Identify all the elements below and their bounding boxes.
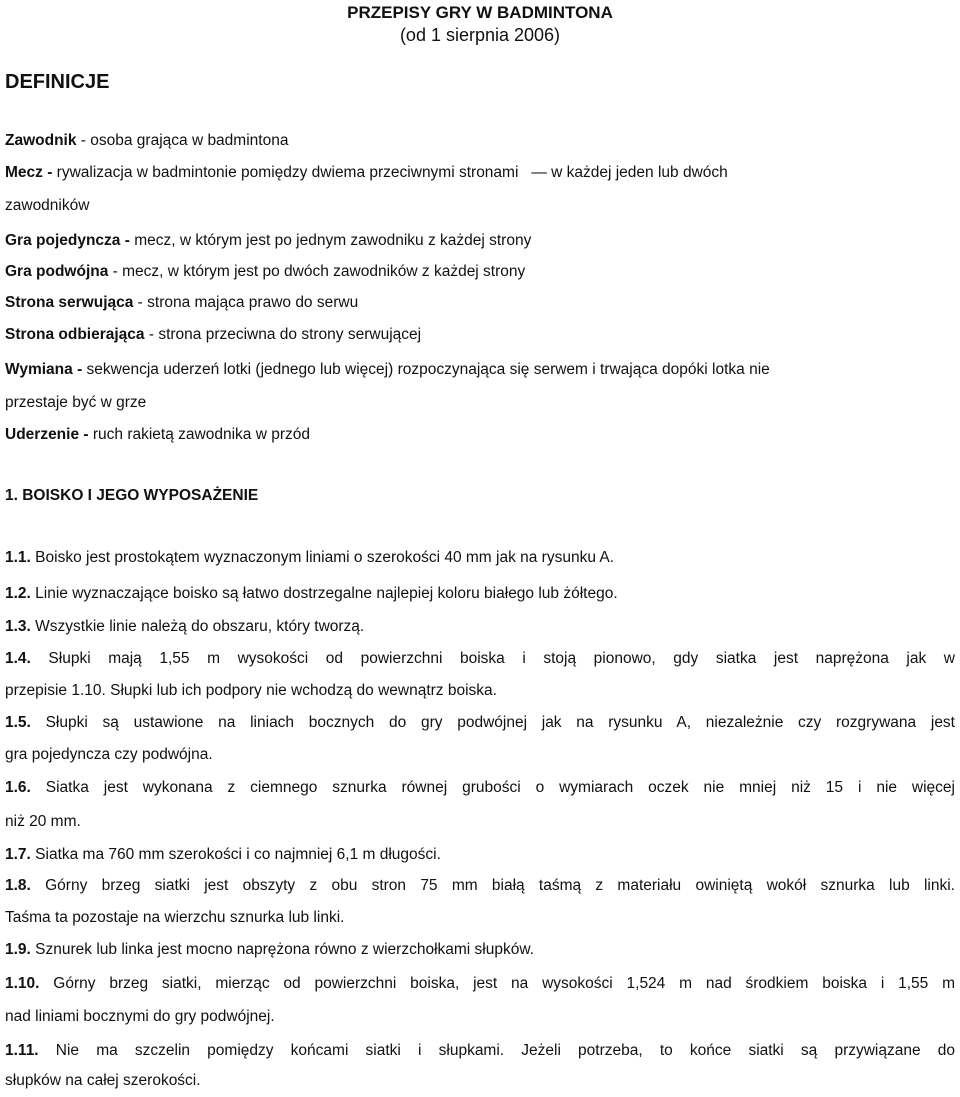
definition-line (5, 293, 955, 313)
definition-text: - mecz, w którym jest po dwóch zawodników z każdej strony (108, 263, 526, 280)
rule-text: Boisko jest prostokątem wyznaczonym liniami o szerokości 40 mm jak na rysunku A. (30, 549, 615, 566)
rule-line (5, 1071, 955, 1091)
definition-text: - strona mająca prawo do serwu (133, 294, 359, 311)
definition-term: Mecz - (5, 164, 53, 181)
rule-text: słupków na całej szerokości. (5, 1072, 201, 1089)
definition-text: mecz, w którym jest po jednym zawodniku z każdej strony (129, 232, 532, 249)
document-subtitle: (od 1 sierpnia 2006) (399, 25, 561, 45)
rule-number: 1.7. (5, 846, 31, 863)
rule-number: 1.6. (5, 779, 31, 796)
rule-line (5, 649, 955, 669)
definition-line (5, 131, 955, 151)
rule-line (5, 584, 955, 604)
rule-number: 1.9. (5, 941, 31, 958)
rule-line (5, 876, 955, 896)
rule-text: Słupki są ustawione na liniach bocznych do gry podwójnej jak na rysunku A, niezależnie czy rozgrywana jest (30, 714, 955, 731)
rule-line (5, 713, 955, 733)
rule-number: 1.8. (5, 877, 31, 894)
rule-line (5, 745, 955, 765)
rule-line (5, 1007, 955, 1027)
rule-line (5, 974, 955, 994)
rule-number: 1.1. (5, 549, 31, 566)
rule-text: Górny brzeg siatki, mierząc od powierzchni boiska, jest na wysokości 1,524 m nad środkiem boiska i 1,55 m (39, 975, 955, 992)
definition-term: Strona serwująca (5, 294, 134, 311)
definition-text: ruch rakietą zawodnika w przód (88, 426, 310, 443)
section-1-heading: 1. BOISKO I JEGO WYPOSAŻENIE (5, 487, 259, 504)
rule-text: Siatka jest wykonana z ciemnego sznurka równej grubości o wymiarach oczek nie mniej niż 15 i nie więcej (30, 779, 955, 796)
rule-line (5, 812, 955, 832)
document-title: PRZEPISY GRY W BADMINTONA (347, 3, 613, 22)
definition-term: Gra pojedyncza - (5, 232, 130, 249)
definition-line (5, 231, 955, 251)
rule-number: 1.4. (5, 650, 31, 667)
rule-line (5, 778, 955, 798)
rule-line (5, 908, 955, 928)
rule-text: Wszystkie linie należą do obszaru, który tworzą. (30, 618, 365, 635)
rule-number: 1.2. (5, 585, 31, 602)
rule-text: Sznurek lub linka jest mocno naprężona równo z wierzchołkami słupków. (30, 941, 534, 958)
rule-text: niż 20 mm. (5, 813, 81, 830)
definition-line (5, 425, 955, 445)
rule-line (5, 548, 955, 568)
rule-line (5, 845, 955, 865)
definition-line (5, 196, 955, 216)
rule-text: Taśma ta pozostaje na wierzchu sznurka lub linki. (5, 909, 345, 926)
rule-line (5, 1041, 955, 1061)
rule-line (5, 940, 955, 960)
definition-line (5, 262, 955, 282)
definition-line (5, 163, 955, 183)
rule-text: przepisie 1.10. Słupki lub ich podpory nie wchodzą do wewnątrz boiska. (5, 682, 497, 699)
definition-text: rywalizacja w badmintonie pomiędzy dwiema przeciwnymi stronami — w każdej jeden lub dwóch (52, 164, 728, 181)
rule-text: Górny brzeg siatki jest obszyty z obu stron 75 mm białą taśmą z materiału owiniętą wokół sznurka lub linki. (30, 877, 955, 894)
definition-term: Wymiana - (5, 361, 83, 378)
rule-number: 1.3. (5, 618, 31, 635)
rule-number: 1.11. (5, 1042, 39, 1059)
rule-text: Siatka ma 760 mm szerokości i co najmniej 6,1 m długości. (30, 846, 441, 863)
rule-text: gra pojedyncza czy podwójna. (5, 746, 213, 763)
rule-line (5, 681, 955, 701)
definition-term: Uderzenie - (5, 426, 89, 443)
rule-text: nad liniami bocznymi do gry podwójnej. (5, 1008, 275, 1025)
definitions-heading: DEFINICJE (5, 71, 110, 93)
definition-term: Zawodnik (5, 132, 77, 149)
definition-line (5, 360, 955, 380)
rule-text: Nie ma szczelin pomiędzy końcami siatki i słupkami. Jeżeli potrzeba, to końce siatki są przywiązane do (38, 1042, 955, 1059)
definition-text: zawodników (5, 197, 90, 214)
rule-number: 1.10. (5, 975, 40, 992)
definition-text: przestaje być w grze (5, 394, 147, 411)
definition-line (5, 325, 955, 345)
rule-line (5, 617, 955, 637)
definition-term: Gra podwójna (5, 263, 109, 280)
definition-text: - osoba grająca w badmintona (76, 132, 289, 149)
rule-text: Linie wyznaczające boisko są łatwo dostrzegalne najlepiej koloru białego lub żółtego. (30, 585, 618, 602)
definition-text: - strona przeciwna do strony serwującej (144, 326, 422, 343)
definition-line (5, 393, 955, 413)
rule-text: Słupki mają 1,55 m wysokości od powierzchni boiska i stoją pionowo, gdy siatka jest naprężona jak w (30, 650, 955, 667)
definition-text: sekwencja uderzeń lotki (jednego lub więcej) rozpoczynająca się serwem i trwająca dopóki lotka nie (82, 361, 770, 378)
definition-term: Strona odbierająca (5, 326, 145, 343)
rule-number: 1.5. (5, 714, 31, 731)
